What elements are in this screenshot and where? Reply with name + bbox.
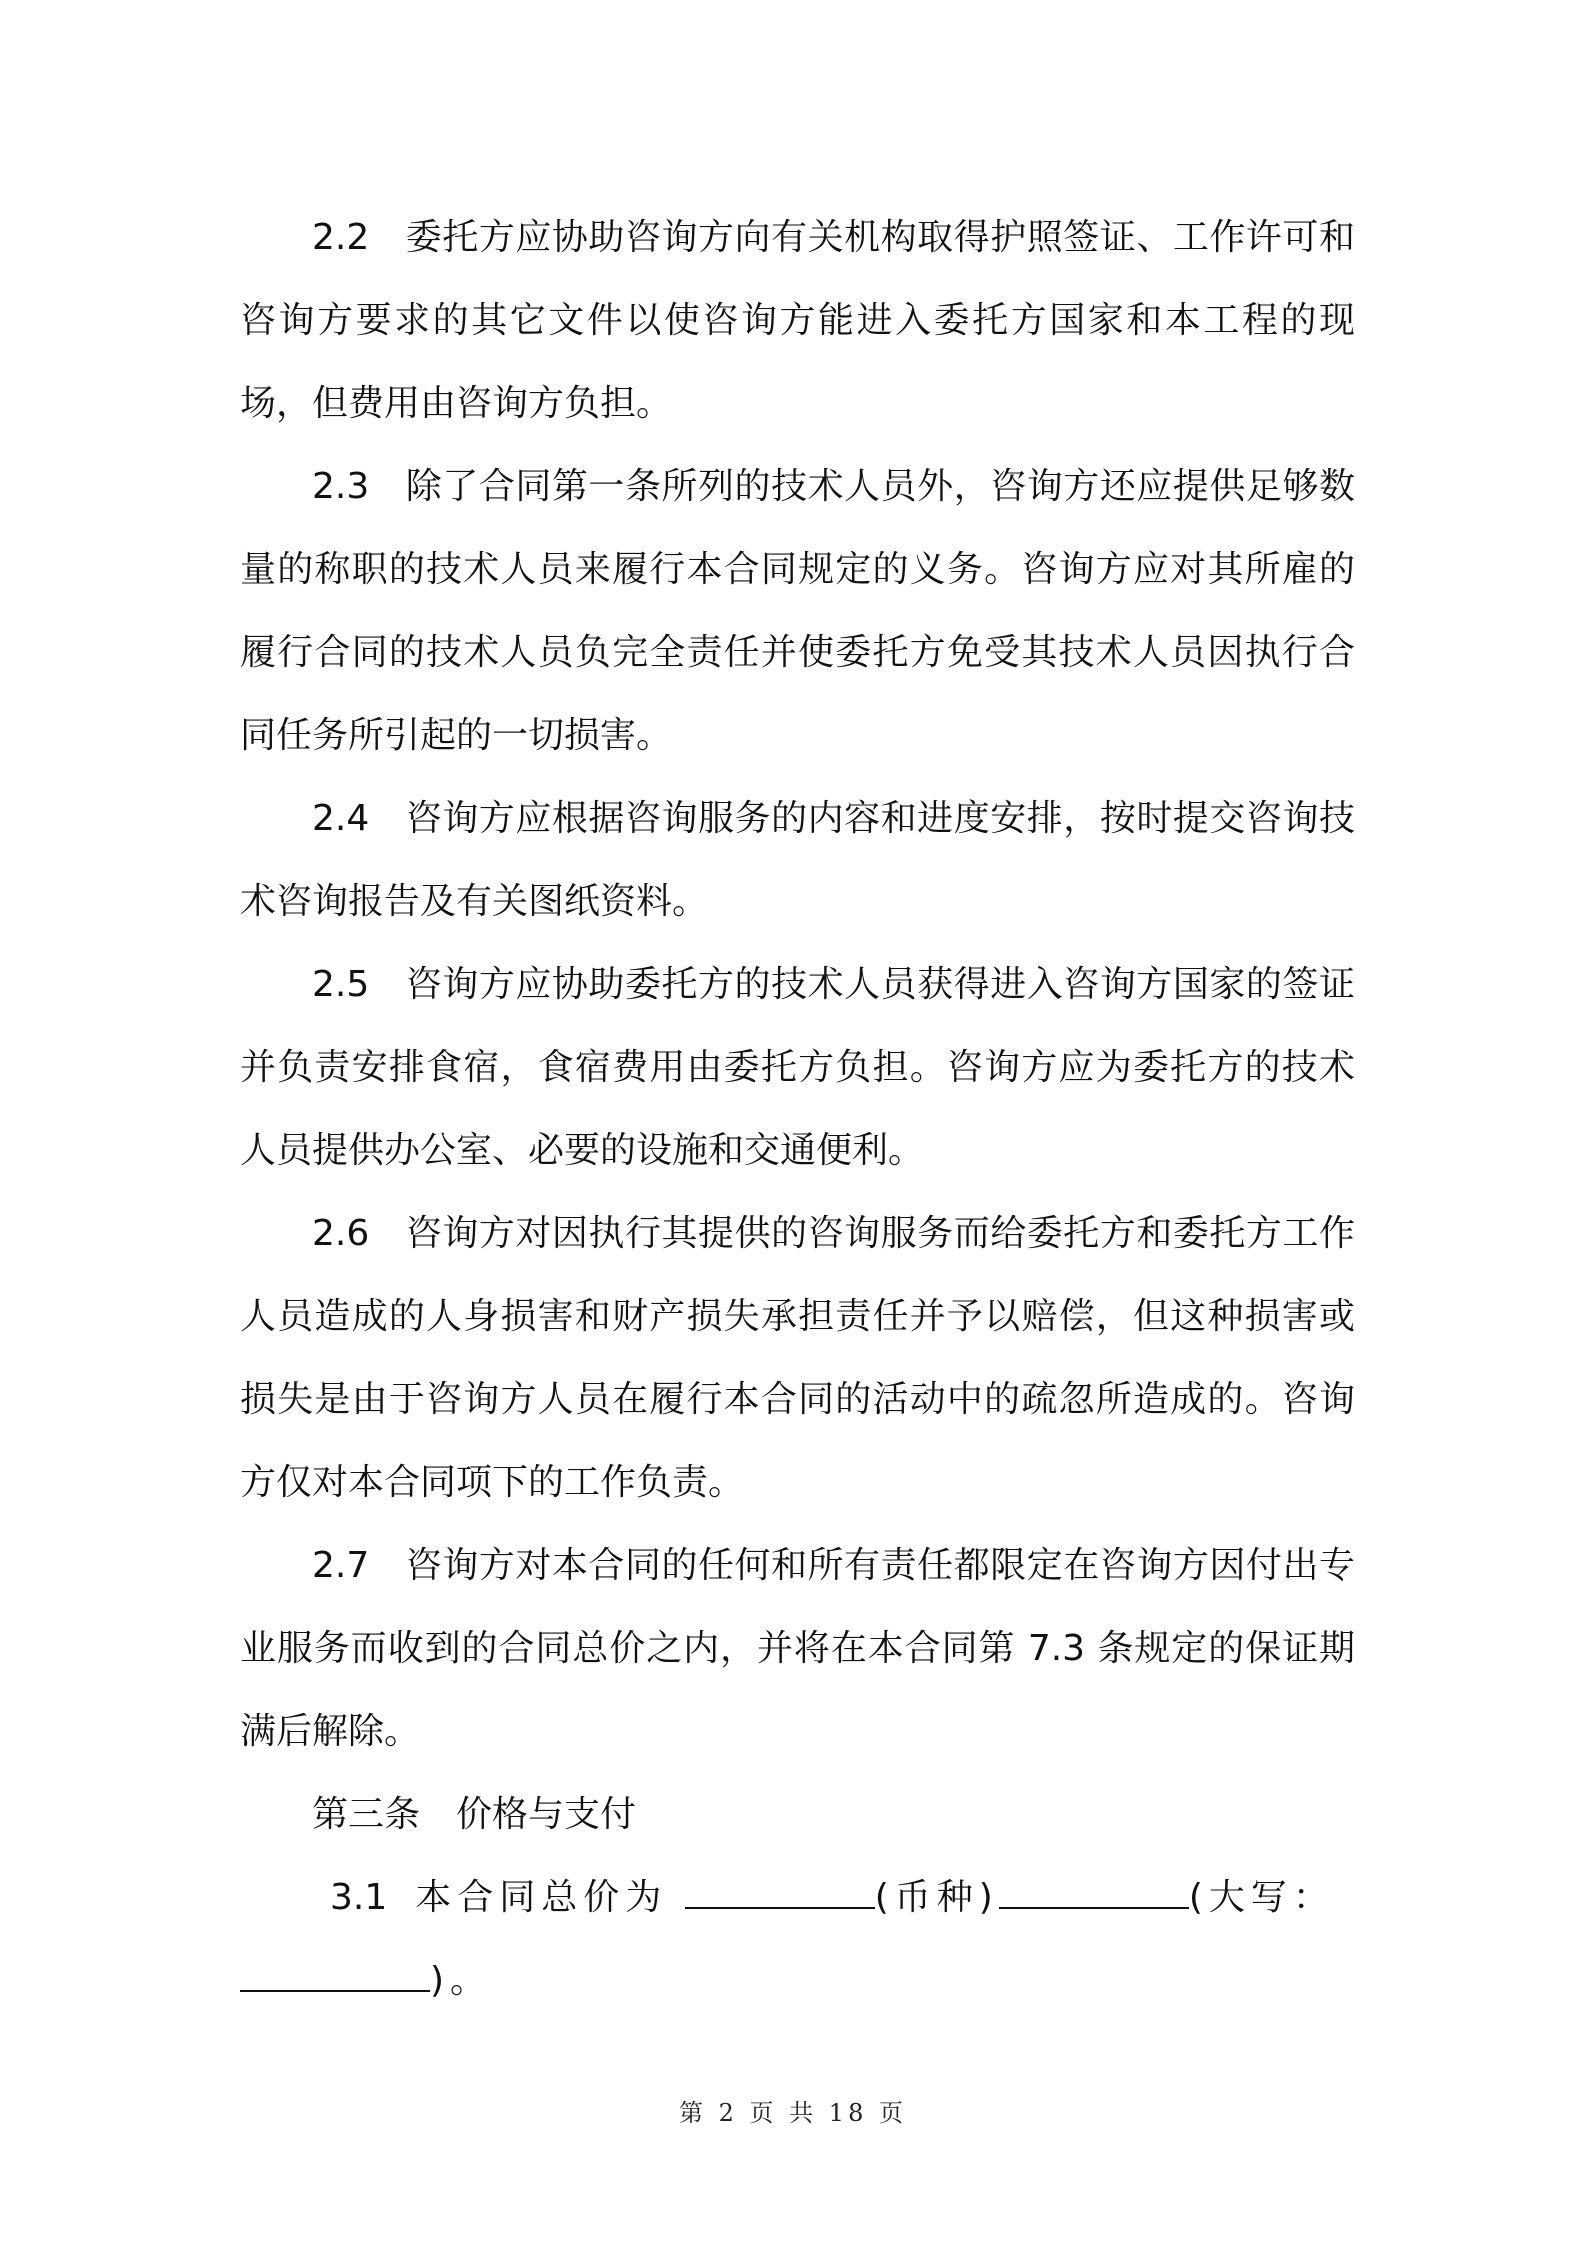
currency-blank[interactable] — [999, 1877, 1189, 1909]
amount-close: )。 — [430, 1960, 493, 2001]
currency-label: (币种) — [874, 1877, 999, 1918]
clause-number: 2.3 — [312, 466, 370, 507]
article-title: 价格与支付 — [456, 1794, 637, 1835]
total-price-blank[interactable] — [685, 1877, 875, 1909]
clause-2-5 — [240, 943, 1355, 1192]
clause-text: 咨询方对因执行其提供的咨询服务而给委托方和委托方工作人员造成的人身损害和财产损失承担责任并予以赔偿，但这种损害或损失是由于咨询方人员在履行本合同的活动中的疏忽所造成的。咨询方仅对本合同项下的工作负责。 — [240, 1213, 1355, 1503]
clause-text: 咨询方应协助委托方的技术人员获得进入咨询方国家的签证并负责安排食宿，食宿费用由委托方负担。咨询方应为委托方的技术人员提供办公室、必要的设施和交通便利。 — [240, 964, 1355, 1171]
document-body — [240, 196, 1355, 2022]
clause-2-7 — [240, 1524, 1355, 1773]
clause-number: 2.4 — [312, 798, 370, 839]
clause-2-3 — [240, 445, 1355, 777]
clause-2-4 — [240, 777, 1355, 943]
clause-2-6 — [240, 1192, 1355, 1524]
clause-2-2 — [240, 196, 1355, 445]
clause-number: 2.5 — [312, 964, 370, 1005]
clause-3-1 — [240, 1856, 1355, 2022]
clause-text: 委托方应协助咨询方向有关机构取得护照签证、工作许可和咨询方要求的其它文件以使咨询方能进入委托方国家和本工程的现场，但费用由咨询方负担。 — [240, 217, 1355, 424]
page-footer: 第 2 页 共 18 页 — [679, 2099, 907, 2127]
clause-text: 咨询方应根据咨询服务的内容和进度安排，按时提交咨询技术咨询报告及有关图纸资料。 — [240, 798, 1355, 922]
capital-open: (大写： — [1188, 1877, 1335, 1918]
clause-number: 3.1 — [330, 1877, 388, 1918]
clause-number: 2.7 — [312, 1545, 370, 1586]
article-label: 第三条 — [312, 1794, 421, 1835]
capital-amount-blank[interactable] — [240, 1960, 430, 1992]
amount-lead: 本合同总价为 — [415, 1877, 668, 1918]
article-three-heading — [240, 1773, 1355, 1856]
clause-number: 2.2 — [312, 217, 370, 258]
clause-number: 2.6 — [312, 1213, 370, 1254]
clause-text: 咨询方对本合同的任何和所有责任都限定在咨询方因付出专业服务而收到的合同总价之内，并将在本合同第 7.3 条规定的保证期满后解除。 — [240, 1545, 1355, 1752]
clause-text: 除了合同第一条所列的技术人员外，咨询方还应提供足够数量的称职的技术人员来履行本合同规定的义务。咨询方应对其所雇的履行合同的技术人员负完全责任并使委托方免受其技术人员因执行合同任务所引起的一切损害。 — [240, 466, 1355, 756]
